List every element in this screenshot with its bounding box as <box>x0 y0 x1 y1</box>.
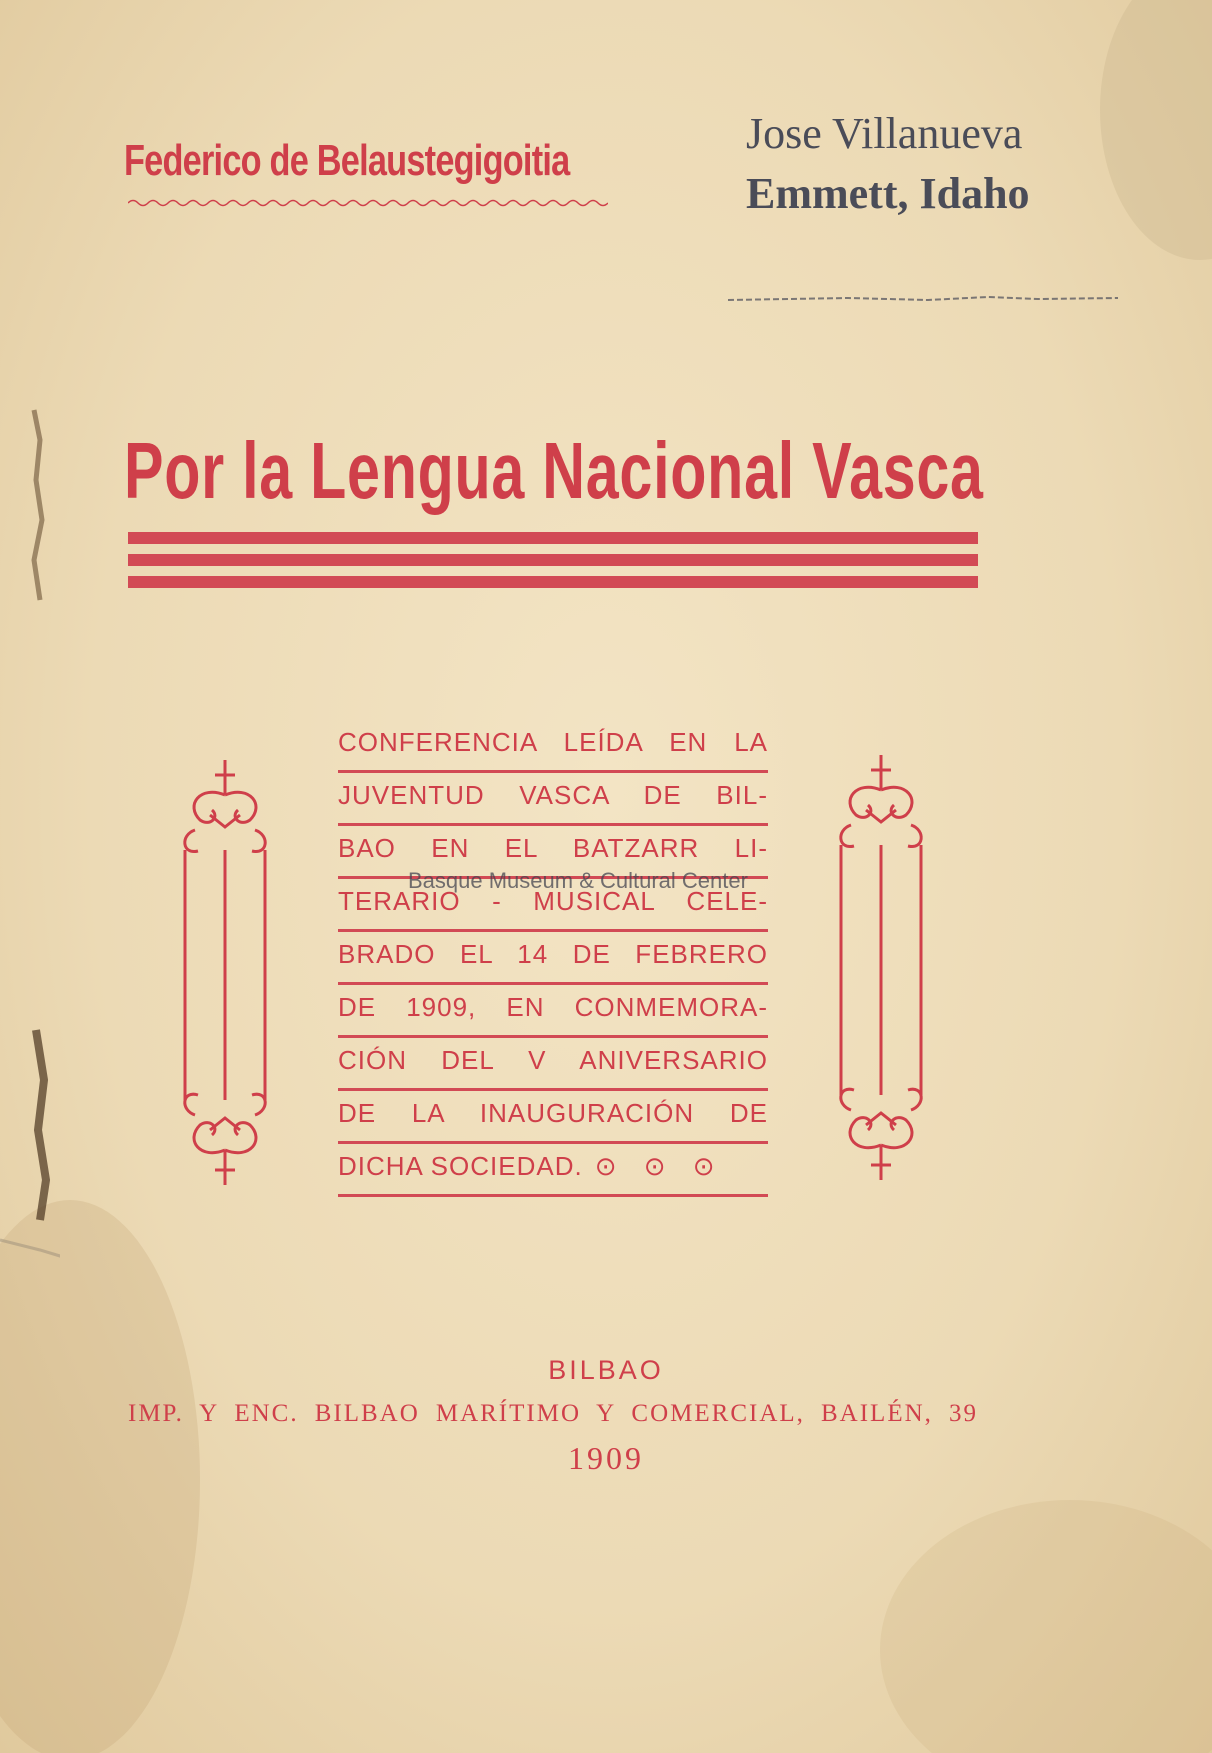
binding-edge-damage <box>0 0 60 1753</box>
title-triple-rule <box>128 530 978 600</box>
book-title: Por la Lengua Nacional Vasca <box>124 426 984 515</box>
lecture-line: DE LA INAUGURACIÓN DE <box>338 1091 768 1144</box>
stamp-place: Emmett, Idaho <box>746 169 1030 218</box>
author-underline <box>128 198 608 208</box>
stamp-name: Jose Villanueva <box>746 109 1023 158</box>
lecture-description <box>338 720 768 1197</box>
imprint-printer: IMP. Y ENC. BILBAO MARÍTIMO Y COMERCIAL, BAILÉN, 39 <box>128 1400 978 1427</box>
lecture-line: JUVENTUD VASCA DE BIL- <box>338 773 768 826</box>
circle-dots-ornament: ⊙ ⊙ ⊙ <box>594 1151 725 1181</box>
left-ornament-column <box>170 755 280 1195</box>
lecture-line: CIÓN DEL V ANIVERSARIO <box>338 1038 768 1091</box>
author-name: Federico de Belaustegigoitia <box>124 136 570 185</box>
lecture-line: BAO EN EL BATZARR LI- <box>338 826 768 879</box>
lecture-line: TERARIO - MUSICAL CELE- <box>338 879 768 932</box>
imprint-year: 1909 <box>568 1440 644 1476</box>
lecture-line: DICHA SOCIEDAD. <box>338 1151 583 1181</box>
lecture-line: BRADO EL 14 DE FEBRERO <box>338 932 768 985</box>
lecture-last-line <box>338 1144 768 1197</box>
stamp-rule <box>728 290 1118 310</box>
lecture-line: CONFERENCIA LEÍDA EN LA <box>338 720 768 773</box>
lecture-line: DE 1909, EN CONMEMORA- <box>338 985 768 1038</box>
imprint-city: BILBAO <box>548 1355 664 1385</box>
paper-stain <box>880 1500 1212 1753</box>
right-ornament-column <box>826 750 936 1190</box>
owner-stamp <box>746 104 1030 224</box>
paper-stain <box>1100 0 1212 260</box>
museum-watermark: Basque Museum & Cultural Center <box>408 868 748 893</box>
